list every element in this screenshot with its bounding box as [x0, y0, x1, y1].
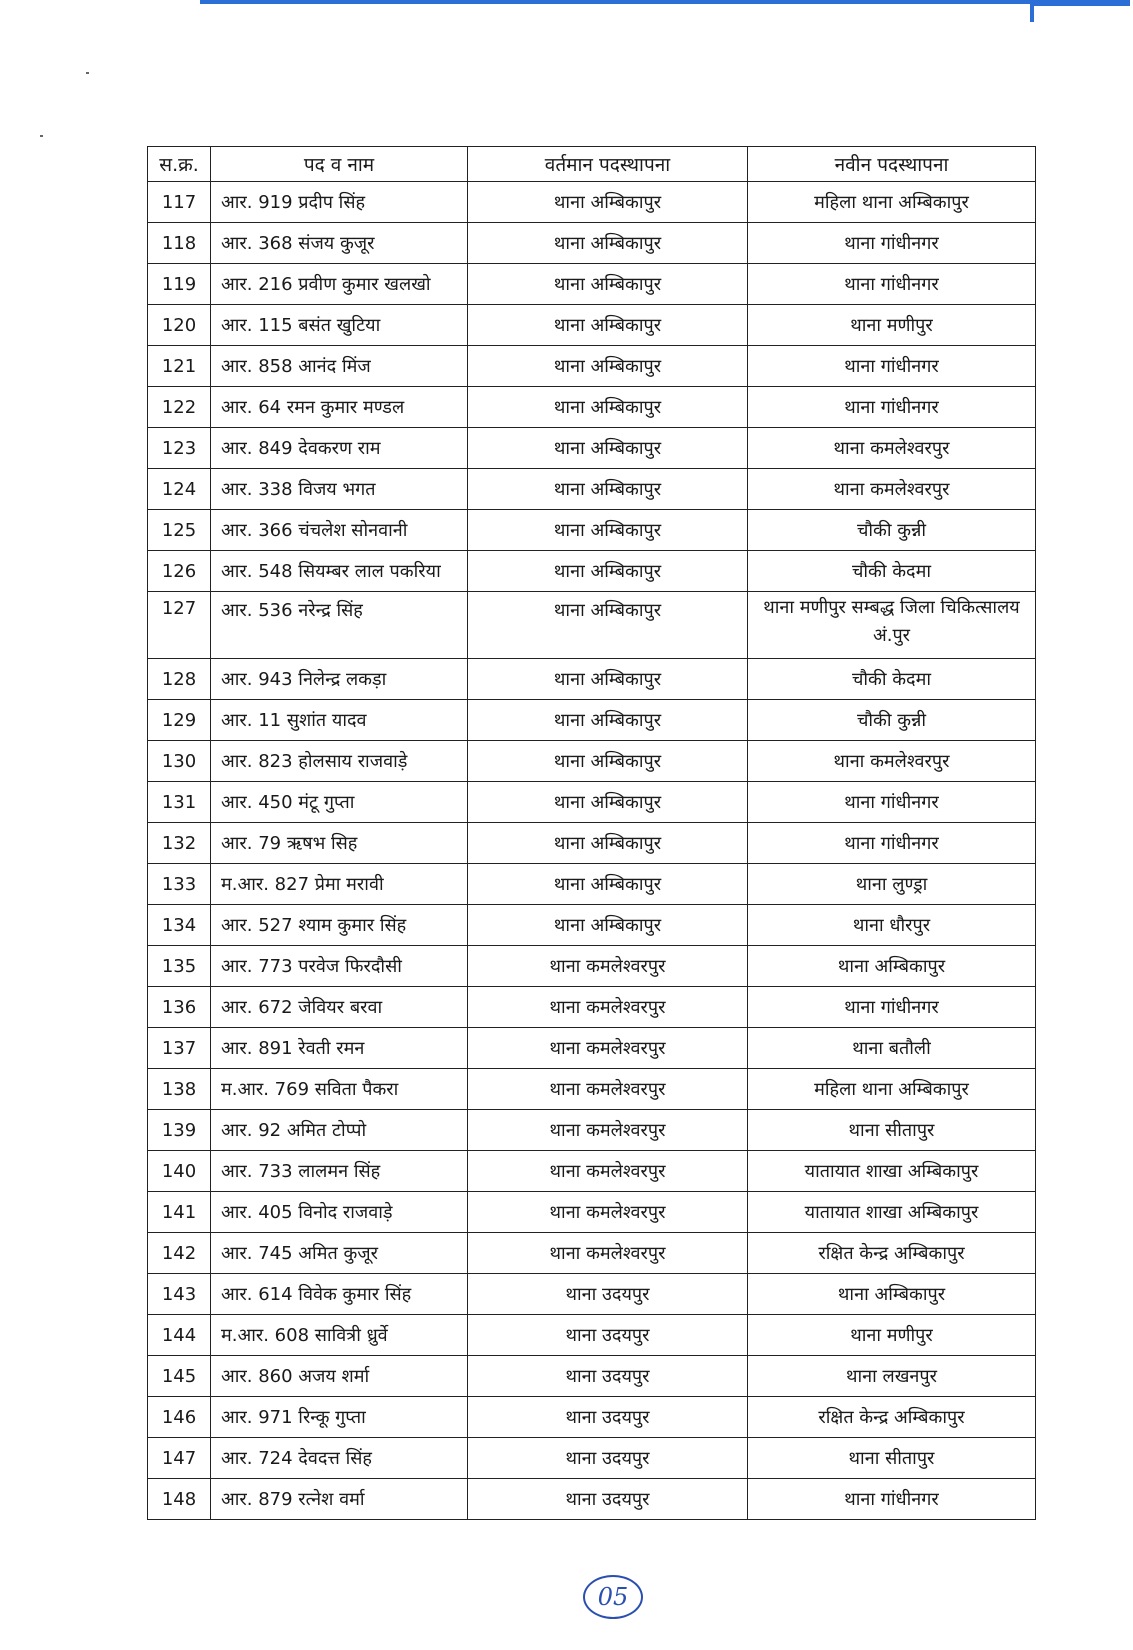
cell-serial: 122	[148, 387, 211, 428]
cell-new-posting: थाना गांधीनगर	[748, 223, 1036, 264]
scan-edge-mark	[200, 0, 1030, 4]
cell-serial: 140	[148, 1151, 211, 1192]
table-row	[148, 1233, 1036, 1274]
cell-serial: 141	[148, 1192, 211, 1233]
scan-speck	[86, 72, 89, 74]
cell-name: आर. 548 सियम्बर लाल पकरिया	[211, 551, 468, 592]
cell-serial: 120	[148, 305, 211, 346]
cell-current-posting: थाना अम्बिकापुर	[468, 864, 748, 905]
cell-current-posting: थाना अम्बिकापुर	[468, 428, 748, 469]
page-number: 05	[583, 1575, 643, 1619]
cell-name: आर. 79 ऋषभ सिह	[211, 823, 468, 864]
table-header	[148, 147, 1036, 182]
cell-current-posting: थाना कमलेश्वरपुर	[468, 987, 748, 1028]
cell-current-posting: थाना अम्बिकापुर	[468, 305, 748, 346]
table-row	[148, 1438, 1036, 1479]
table-row	[148, 1356, 1036, 1397]
cell-new-posting: थाना बतौली	[748, 1028, 1036, 1069]
cell-new-posting: थाना गांधीनगर	[748, 346, 1036, 387]
table-row	[148, 346, 1036, 387]
cell-new-posting: थाना मणीपुर	[748, 305, 1036, 346]
cell-current-posting: थाना अम्बिकापुर	[468, 782, 748, 823]
table-row	[148, 469, 1036, 510]
cell-current-posting: थाना अम्बिकापुर	[468, 741, 748, 782]
cell-name: आर. 527 श्याम कुमार सिंह	[211, 905, 468, 946]
cell-serial: 128	[148, 659, 211, 700]
cell-current-posting: थाना उदयपुर	[468, 1274, 748, 1315]
cell-name: आर. 971 रिन्कू गुप्ता	[211, 1397, 468, 1438]
table-row	[148, 1315, 1036, 1356]
cell-new-posting: चौकी केदमा	[748, 551, 1036, 592]
cell-serial: 130	[148, 741, 211, 782]
cell-name: आर. 879 रत्नेश वर्मा	[211, 1479, 468, 1520]
cell-current-posting: थाना कमलेश्वरपुर	[468, 1110, 748, 1151]
cell-new-posting: थाना अम्बिकापुर	[748, 946, 1036, 987]
cell-new-posting: थाना लखनपुर	[748, 1356, 1036, 1397]
cell-name: आर. 849 देवकरण राम	[211, 428, 468, 469]
table-row	[148, 510, 1036, 551]
table-row	[148, 182, 1036, 223]
cell-name: आर. 536 नरेन्द्र सिंह	[211, 592, 468, 659]
cell-serial: 134	[148, 905, 211, 946]
table-row	[148, 223, 1036, 264]
table-row	[148, 1274, 1036, 1315]
table-row	[148, 700, 1036, 741]
cell-new-posting: महिला थाना अम्बिकापुर	[748, 182, 1036, 223]
cell-serial: 145	[148, 1356, 211, 1397]
cell-new-posting: थाना सीतापुर	[748, 1110, 1036, 1151]
header-row	[148, 147, 1036, 182]
cell-current-posting: थाना अम्बिकापुर	[468, 905, 748, 946]
cell-name: आर. 745 अमित कुजूर	[211, 1233, 468, 1274]
cell-name: आर. 450 मंटू गुप्ता	[211, 782, 468, 823]
cell-serial: 136	[148, 987, 211, 1028]
cell-new-posting: महिला थाना अम्बिकापुर	[748, 1069, 1036, 1110]
cell-new-posting: रक्षित केन्द्र अम्बिकापुर	[748, 1233, 1036, 1274]
table-row	[148, 387, 1036, 428]
cell-name: आर. 919 प्रदीप सिंह	[211, 182, 468, 223]
cell-name: आर. 338 विजय भगत	[211, 469, 468, 510]
cell-serial: 148	[148, 1479, 211, 1520]
cell-name: आर. 672 जेवियर बरवा	[211, 987, 468, 1028]
cell-serial: 123	[148, 428, 211, 469]
cell-new-posting: थाना कमलेश्वरपुर	[748, 428, 1036, 469]
header-serial: स.क्र.	[148, 147, 211, 182]
cell-current-posting: थाना अम्बिकापुर	[468, 182, 748, 223]
cell-name: आर. 614 विवेक कुमार सिंह	[211, 1274, 468, 1315]
table-row	[148, 987, 1036, 1028]
table-row	[148, 659, 1036, 700]
cell-name: आर. 773 परवेज फिरदौसी	[211, 946, 468, 987]
cell-new-posting: थाना मणीपुर सम्बद्ध जिला चिकित्सालय अं.पुर	[748, 592, 1036, 659]
header-new-posting: नवीन पदस्थापना	[748, 147, 1036, 182]
table-row	[148, 1151, 1036, 1192]
table-row	[148, 264, 1036, 305]
cell-name: आर. 115 बसंत खुटिया	[211, 305, 468, 346]
cell-current-posting: थाना अम्बिकापुर	[468, 510, 748, 551]
cell-serial: 119	[148, 264, 211, 305]
cell-name: आर. 823 होलसाय राजवाड़े	[211, 741, 468, 782]
table-row	[148, 1069, 1036, 1110]
cell-serial: 129	[148, 700, 211, 741]
cell-name: म.आर. 769 सविता पैकरा	[211, 1069, 468, 1110]
table-row	[148, 1028, 1036, 1069]
cell-current-posting: थाना अम्बिकापुर	[468, 387, 748, 428]
cell-name: आर. 724 देवदत्त सिंह	[211, 1438, 468, 1479]
cell-current-posting: थाना कमलेश्वरपुर	[468, 1069, 748, 1110]
cell-new-posting: थाना कमलेश्वरपुर	[748, 469, 1036, 510]
table-row	[148, 592, 1036, 659]
cell-new-posting: थाना अम्बिकापुर	[748, 1274, 1036, 1315]
cell-current-posting: थाना अम्बिकापुर	[468, 592, 748, 659]
cell-new-posting: चौकी कुन्नी	[748, 700, 1036, 741]
cell-name: आर. 368 संजय कुजूर	[211, 223, 468, 264]
cell-current-posting: थाना कमलेश्वरपुर	[468, 1233, 748, 1274]
table-row	[148, 1479, 1036, 1520]
cell-name: म.आर. 608 सावित्री ध्रुर्वे	[211, 1315, 468, 1356]
cell-current-posting: थाना उदयपुर	[468, 1438, 748, 1479]
cell-serial: 117	[148, 182, 211, 223]
cell-name: आर. 891 रेवती रमन	[211, 1028, 468, 1069]
cell-new-posting: चौकी कुन्नी	[748, 510, 1036, 551]
cell-serial: 132	[148, 823, 211, 864]
scan-speck	[40, 135, 43, 137]
cell-current-posting: थाना उदयपुर	[468, 1315, 748, 1356]
cell-serial: 146	[148, 1397, 211, 1438]
cell-name: आर. 366 चंचलेश सोनवानी	[211, 510, 468, 551]
cell-serial: 126	[148, 551, 211, 592]
cell-name: आर. 216 प्रवीण कुमार खलखो	[211, 264, 468, 305]
header-name: पद व नाम	[211, 147, 468, 182]
cell-serial: 133	[148, 864, 211, 905]
cell-new-posting: चौकी केदमा	[748, 659, 1036, 700]
cell-name: आर. 860 अजय शर्मा	[211, 1356, 468, 1397]
cell-serial: 142	[148, 1233, 211, 1274]
table-body	[148, 182, 1036, 1520]
table-row	[148, 823, 1036, 864]
cell-serial: 118	[148, 223, 211, 264]
cell-new-posting: थाना गांधीनगर	[748, 264, 1036, 305]
cell-name: आर. 92 अमित टोप्पो	[211, 1110, 468, 1151]
table-row	[148, 551, 1036, 592]
table-row	[148, 905, 1036, 946]
cell-name: आर. 733 लालमन सिंह	[211, 1151, 468, 1192]
cell-current-posting: थाना अम्बिकापुर	[468, 223, 748, 264]
cell-current-posting: थाना अम्बिकापुर	[468, 469, 748, 510]
cell-current-posting: थाना अम्बिकापुर	[468, 700, 748, 741]
cell-current-posting: थाना अम्बिकापुर	[468, 346, 748, 387]
cell-new-posting: थाना गांधीनगर	[748, 782, 1036, 823]
cell-current-posting: थाना कमलेश्वरपुर	[468, 1028, 748, 1069]
cell-current-posting: थाना अम्बिकापुर	[468, 823, 748, 864]
cell-new-posting: रक्षित केन्द्र अम्बिकापुर	[748, 1397, 1036, 1438]
cell-serial: 138	[148, 1069, 211, 1110]
table-row	[148, 1110, 1036, 1151]
cell-name: म.आर. 827 प्रेमा मरावी	[211, 864, 468, 905]
cell-serial: 143	[148, 1274, 211, 1315]
cell-current-posting: थाना अम्बिकापुर	[468, 264, 748, 305]
cell-serial: 121	[148, 346, 211, 387]
cell-new-posting: यातायात शाखा अम्बिकापुर	[748, 1151, 1036, 1192]
cell-current-posting: थाना कमलेश्वरपुर	[468, 1151, 748, 1192]
table-row	[148, 428, 1036, 469]
cell-current-posting: थाना उदयपुर	[468, 1397, 748, 1438]
cell-new-posting: थाना गांधीनगर	[748, 823, 1036, 864]
cell-name: आर. 11 सुशांत यादव	[211, 700, 468, 741]
cell-serial: 135	[148, 946, 211, 987]
table-row	[148, 1397, 1036, 1438]
scan-corner-mark	[1030, 0, 1130, 6]
cell-serial: 147	[148, 1438, 211, 1479]
cell-new-posting: थाना गांधीनगर	[748, 387, 1036, 428]
cell-new-posting: यातायात शाखा अम्बिकापुर	[748, 1192, 1036, 1233]
cell-serial: 125	[148, 510, 211, 551]
cell-serial: 137	[148, 1028, 211, 1069]
table-row	[148, 864, 1036, 905]
cell-name: आर. 858 आनंद मिंज	[211, 346, 468, 387]
table-row	[148, 305, 1036, 346]
table-row	[148, 1192, 1036, 1233]
cell-serial: 127	[148, 592, 211, 659]
cell-current-posting: थाना अम्बिकापुर	[468, 659, 748, 700]
cell-current-posting: थाना कमलेश्वरपुर	[468, 1192, 748, 1233]
cell-new-posting: थाना लुण्ड्रा	[748, 864, 1036, 905]
cell-new-posting: थाना गांधीनगर	[748, 987, 1036, 1028]
cell-name: आर. 943 निलेन्द्र लकड़ा	[211, 659, 468, 700]
cell-serial: 139	[148, 1110, 211, 1151]
cell-serial: 144	[148, 1315, 211, 1356]
cell-current-posting: थाना कमलेश्वरपुर	[468, 946, 748, 987]
transfer-table	[147, 146, 1036, 1520]
cell-serial: 131	[148, 782, 211, 823]
cell-new-posting: थाना सीतापुर	[748, 1438, 1036, 1479]
cell-current-posting: थाना अम्बिकापुर	[468, 551, 748, 592]
cell-current-posting: थाना उदयपुर	[468, 1479, 748, 1520]
cell-serial: 124	[148, 469, 211, 510]
cell-new-posting: थाना धौरपुर	[748, 905, 1036, 946]
cell-new-posting: थाना गांधीनगर	[748, 1479, 1036, 1520]
cell-current-posting: थाना उदयपुर	[468, 1356, 748, 1397]
header-current-posting: वर्तमान पदस्थापना	[468, 147, 748, 182]
cell-new-posting: थाना कमलेश्वरपुर	[748, 741, 1036, 782]
cell-name: आर. 64 रमन कुमार मण्डल	[211, 387, 468, 428]
table-row	[148, 946, 1036, 987]
scan-corner-mark-vertical	[1030, 0, 1034, 22]
table-row	[148, 741, 1036, 782]
table-row	[148, 782, 1036, 823]
cell-new-posting: थाना मणीपुर	[748, 1315, 1036, 1356]
cell-name: आर. 405 विनोद राजवाड़े	[211, 1192, 468, 1233]
